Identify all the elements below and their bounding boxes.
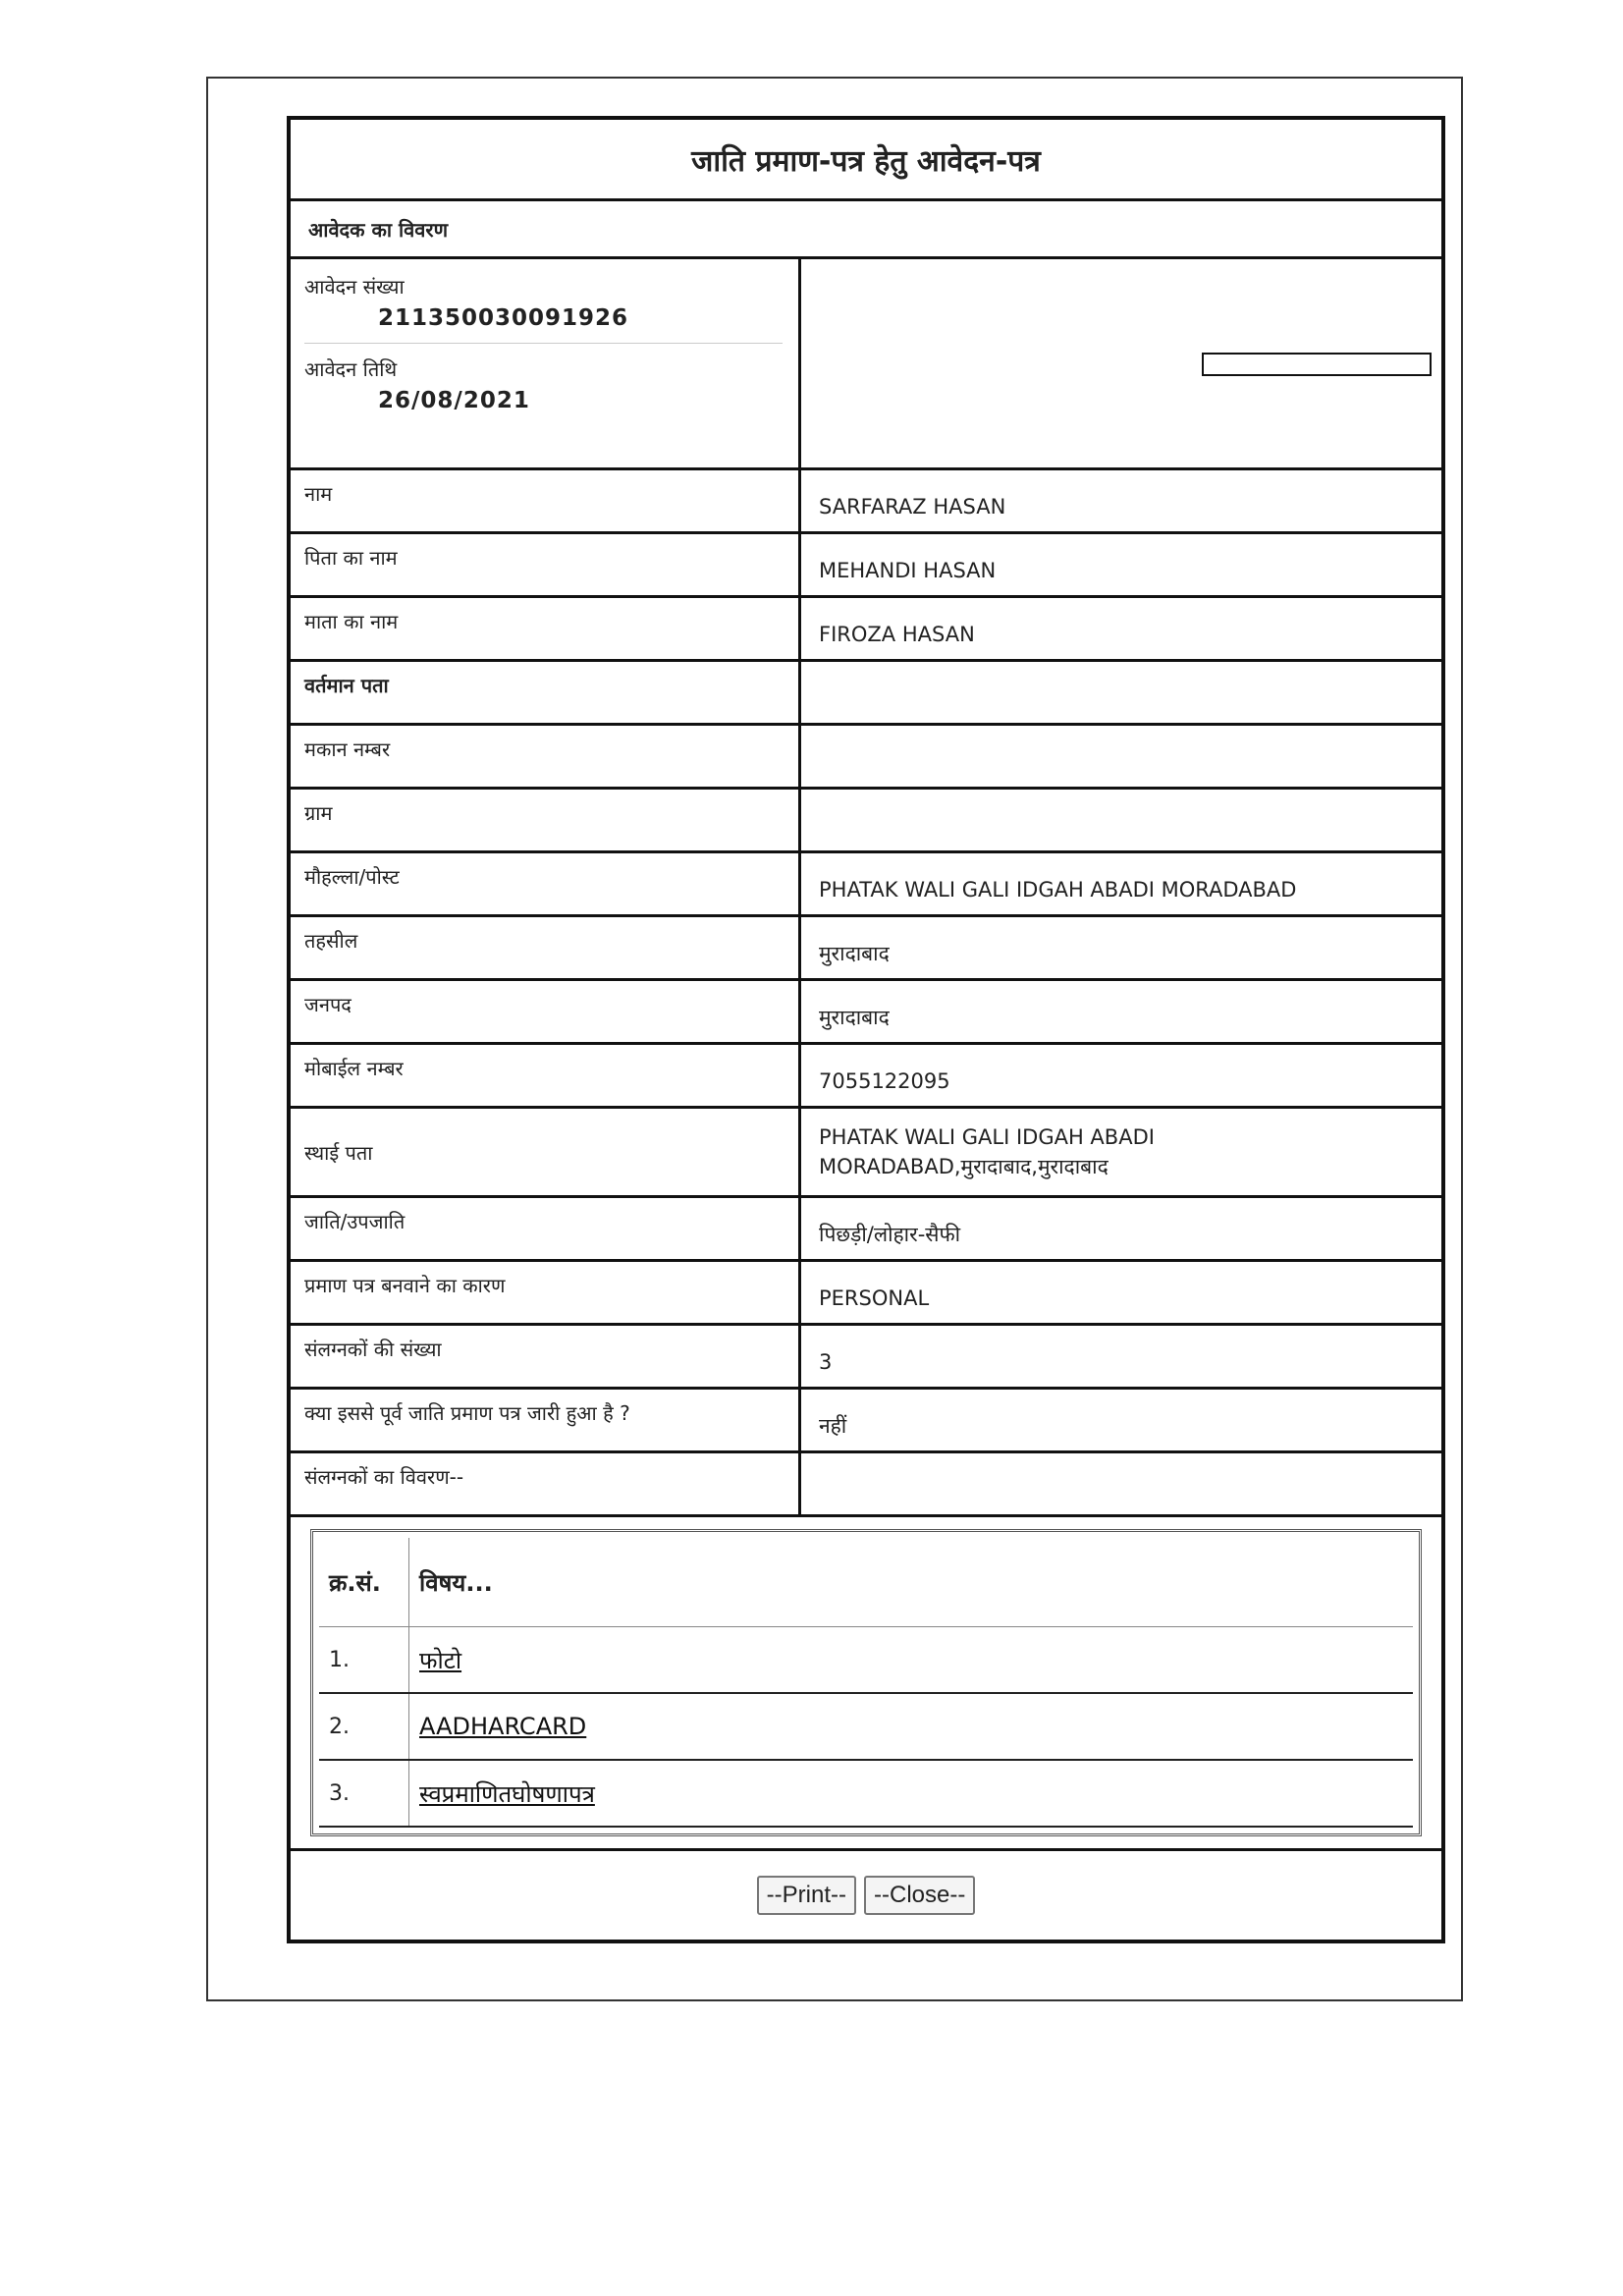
row-serial: 2.	[319, 1693, 409, 1760]
attachments-section	[291, 1517, 1441, 1851]
field-value: 3	[819, 1350, 833, 1374]
field-label: ग्राम	[291, 790, 801, 850]
field-value: PERSONAL	[819, 1286, 930, 1310]
attachments-header	[319, 1538, 1413, 1627]
row-tehsil	[291, 917, 1441, 981]
application-meta	[291, 259, 801, 467]
row-locality-post	[291, 853, 1441, 917]
row-caste	[291, 1198, 1441, 1262]
field-value: MEHANDI HASAN	[819, 559, 997, 582]
row-reason	[291, 1262, 1441, 1326]
row-current-address	[291, 662, 1441, 726]
field-value	[801, 662, 1441, 723]
action-bar	[291, 1851, 1441, 1940]
photo-area	[801, 259, 1441, 467]
field-label: माता का नाम	[291, 598, 801, 659]
row-previous-certificate	[291, 1390, 1441, 1453]
row-mobile	[291, 1045, 1441, 1109]
field-value: SARFARAZ HASAN	[819, 495, 1006, 519]
application-info-block	[291, 259, 1441, 470]
field-value: PHATAK WALI GALI IDGAH ABADI MORADABAD	[819, 878, 1297, 902]
field-label: नाम	[291, 470, 801, 531]
field-value: नहीं	[819, 1414, 847, 1438]
print-button[interactable]: --Print--	[757, 1876, 856, 1915]
field-label: वर्तमान पता	[291, 662, 801, 723]
field-label: जाति/उपजाति	[291, 1198, 801, 1259]
field-label: मौहल्ला/पोस्ट	[291, 853, 801, 914]
field-label: प्रमाण पत्र बनवाने का कारण	[291, 1262, 801, 1323]
table-row	[319, 1627, 1413, 1694]
application-number: 211350030091926	[378, 305, 629, 331]
field-value	[801, 790, 1441, 850]
field-label: क्या इससे पूर्व जाति प्रमाण पत्र जारी हुआ है ?	[291, 1390, 801, 1450]
field-label: संलग्नकों की संख्या	[291, 1326, 801, 1387]
form-title: जाति प्रमाण-पत्र हेतु आवेदन-पत्र	[291, 120, 1441, 201]
application-date: 26/08/2021	[378, 388, 530, 413]
photo-placeholder	[1202, 353, 1432, 376]
table-row	[319, 1760, 1413, 1827]
field-label: जनपद	[291, 981, 801, 1042]
field-value	[801, 1453, 1441, 1514]
close-button[interactable]: --Close--	[864, 1876, 975, 1915]
table-row	[319, 1693, 1413, 1760]
row-father-name	[291, 534, 1441, 598]
row-house-number	[291, 726, 1441, 790]
field-label: मकान नम्बर	[291, 726, 801, 787]
row-permanent-address	[291, 1109, 1441, 1198]
field-label: पिता का नाम	[291, 534, 801, 595]
row-subject	[409, 1627, 1414, 1694]
row-serial: 1.	[319, 1627, 409, 1694]
column-header-subject: विषय...	[409, 1538, 1414, 1627]
row-attachment-count	[291, 1326, 1441, 1390]
application-number-label: आवेदन संख्या	[304, 275, 405, 299]
attachments-table	[310, 1529, 1422, 1836]
attachment-link-photo[interactable]: फोटो	[419, 1646, 462, 1674]
application-date-label: आवेदन तिथि	[304, 357, 398, 381]
section-heading: आवेदक का विवरण	[291, 201, 1441, 259]
field-value: 7055122095	[819, 1069, 950, 1093]
field-label: मोबाईल नम्बर	[291, 1045, 801, 1106]
field-value: पिछड़ी/लोहार-सैफी	[819, 1223, 961, 1246]
field-value: PHATAK WALI GALI IDGAH ABADI MORADABAD,मुरादाबाद,मुरादाबाद	[819, 1125, 1155, 1178]
field-value: मुरादाबाद	[819, 942, 890, 965]
row-serial: 3.	[319, 1760, 409, 1827]
field-label: स्थाई पता	[291, 1109, 801, 1195]
attachment-link-self-declaration[interactable]: स्वप्रमाणितघोषणापत्र	[419, 1779, 595, 1808]
field-label: संलग्नकों का विवरण--	[291, 1453, 801, 1514]
row-attachment-details	[291, 1453, 1441, 1517]
field-label: तहसील	[291, 917, 801, 978]
row-mother-name	[291, 598, 1441, 662]
row-village	[291, 790, 1441, 853]
row-district	[291, 981, 1441, 1045]
row-subject	[409, 1760, 1414, 1827]
field-value: मुरादाबाद	[819, 1006, 890, 1029]
row-subject	[409, 1693, 1414, 1760]
field-value: FIROZA HASAN	[819, 623, 975, 646]
attachment-link-aadhar[interactable]: AADHARCARD	[419, 1713, 587, 1740]
column-header-serial: क्र.सं.	[319, 1538, 409, 1627]
application-form	[287, 116, 1445, 1943]
field-value	[801, 726, 1441, 787]
row-name	[291, 470, 1441, 534]
